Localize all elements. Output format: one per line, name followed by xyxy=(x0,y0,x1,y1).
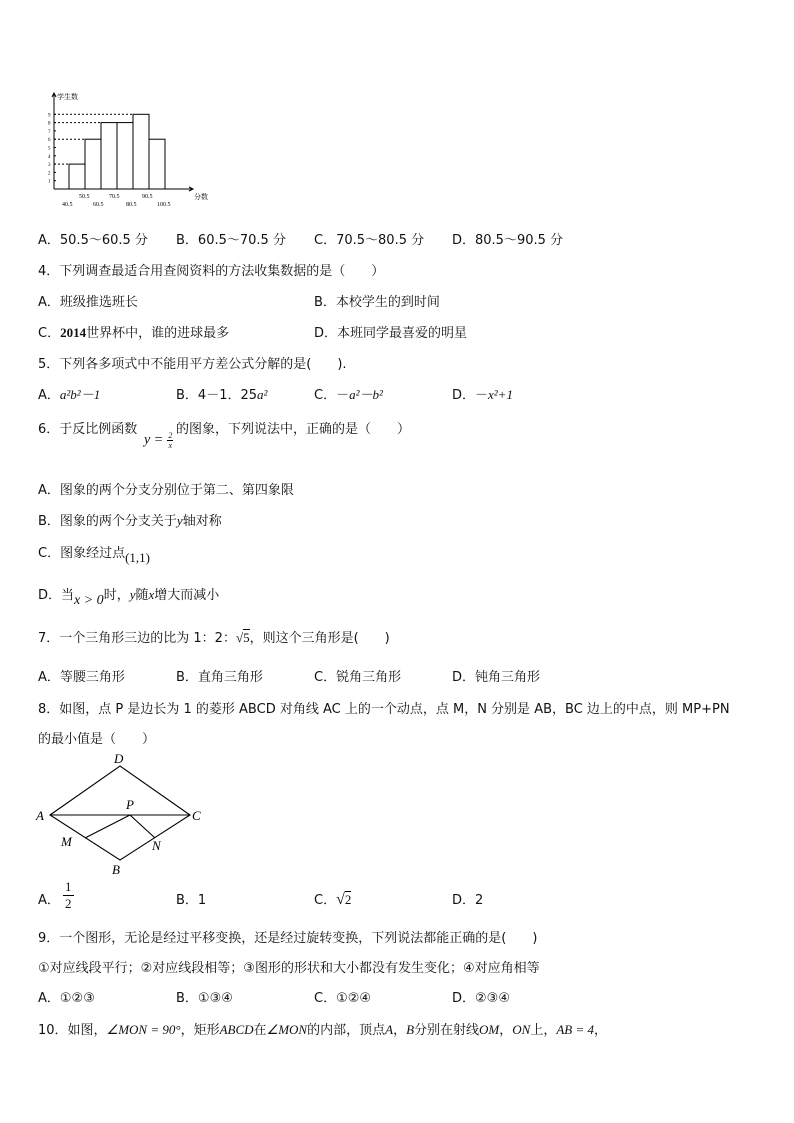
q6-option-b-pre: B．图象的两个分支关于 xyxy=(38,514,177,529)
q6-formula-fraction xyxy=(167,431,173,450)
q6-option-d-y: y xyxy=(129,587,136,602)
q6-stem-post: 的图象，下列说法中，正确的是（ ） xyxy=(176,422,411,437)
q5-option-b xyxy=(176,384,267,403)
q6-stem-pre: 6．于反比例函数 xyxy=(38,422,138,437)
q9-stem: 9．一个图形，无论是经过平移变换，还是经过旋转变换，下列说法都能正确的是( ) xyxy=(38,931,538,946)
q8-stem-line1: 8．如图，点 P 是边长为 1 的菱形 ABCD 对角线 AC 上的一个动点，点 M，N 分别是 AB，BC 边上的中点，则 MP+PN xyxy=(38,702,730,717)
q10-vertex-a: A xyxy=(385,1022,394,1037)
segment-pn xyxy=(130,815,155,838)
histogram-y-tick: 2 xyxy=(48,171,51,177)
q7-stem xyxy=(38,627,390,646)
histogram-x-tick: 70.5 xyxy=(109,194,120,200)
q10-ray-om: OM xyxy=(479,1022,500,1037)
q10-part: ， xyxy=(499,1023,513,1038)
q5-option-a xyxy=(38,384,100,403)
q4-option-b: B．本校学生的到时间 xyxy=(314,295,440,310)
label-p: P xyxy=(126,797,134,812)
histogram-y-tick: 1 xyxy=(48,179,51,185)
sqrt-icon: √ xyxy=(235,630,244,645)
histogram-x-tick: 90.5 xyxy=(142,194,153,200)
q5-option-d-label: D．－ xyxy=(452,388,489,403)
q6-option-c-point: (1,1) xyxy=(125,550,150,565)
q8-option-d: D．2 xyxy=(452,893,484,908)
histogram-y-tick: 8 xyxy=(48,121,51,127)
q8-option-c-label: C． xyxy=(314,893,337,908)
histogram-x-tick: 60.5 xyxy=(93,202,104,208)
q6-option-d-mid: 时， xyxy=(103,588,130,603)
q4-option-c-text: 世界杯中，谁的进球最多 xyxy=(86,326,230,341)
q8-option-a xyxy=(38,889,60,908)
q10-stem xyxy=(38,1019,607,1038)
q6-formula-y: y = xyxy=(144,432,164,448)
q5-option-b-expr: a² xyxy=(257,387,268,402)
q6-formula xyxy=(144,431,173,450)
q4-option-a: A．班级推选班长 xyxy=(38,295,138,310)
histogram-x-tick: 80.5 xyxy=(126,202,137,208)
histogram-x-tick: 100.5 xyxy=(157,202,171,208)
q5-stem: 5．下列各多项式中不能用平方差公式分解的是( ). xyxy=(38,357,347,372)
q7-option-c: C．锐角三角形 xyxy=(314,670,402,685)
q6-option-b-var: y xyxy=(176,513,183,528)
q9-option-a: A．①②③ xyxy=(38,991,95,1006)
q10-part: ， xyxy=(393,1023,407,1038)
histogram-chart xyxy=(40,88,210,210)
q10-rect: ABCD xyxy=(219,1022,254,1037)
q5-option-c-label: C．－ xyxy=(314,388,350,403)
q4-option-c-label: C． xyxy=(38,326,61,341)
label-b: B xyxy=(112,862,120,877)
histogram-bar xyxy=(149,139,165,189)
q5-option-c-expr: a²－b² xyxy=(349,387,383,402)
histogram-x-tick: 40.5 xyxy=(62,202,73,208)
histogram-y-tick: 6 xyxy=(48,138,51,144)
q8-option-a-label: A． xyxy=(38,893,60,908)
q7-option-d: D．钝角三角形 xyxy=(452,670,541,685)
q10-angle2: ∠MON xyxy=(266,1022,308,1037)
q5-option-b-label: B．4－1．25 xyxy=(176,388,258,403)
q8-option-a-num: 1 xyxy=(65,879,72,894)
q3-option-c: C．70.5～80.5 分 xyxy=(314,233,425,248)
q10-part: 在 xyxy=(253,1023,267,1038)
q10-part: ，矩形 xyxy=(180,1023,220,1038)
histogram-y-tick: 3 xyxy=(48,163,51,169)
q4-option-d: D．本班同学最喜爱的明星 xyxy=(314,326,468,341)
q6-option-b-post: 轴对称 xyxy=(182,514,222,529)
q6-option-d xyxy=(38,584,220,608)
q6-option-c xyxy=(38,542,150,565)
q7-option-a: A．等腰三角形 xyxy=(38,670,125,685)
q8-option-a-fraction xyxy=(63,879,74,912)
rhombus-figure xyxy=(30,750,220,880)
q10-ab: AB = 4 xyxy=(556,1022,595,1037)
q6-formula-den: x xyxy=(168,441,173,450)
histogram-y-tick: 5 xyxy=(48,146,51,152)
q10-angle: ∠MON = 90° xyxy=(106,1022,181,1037)
q5-option-d xyxy=(452,384,513,403)
q10-part: 的内部，顶点 xyxy=(307,1023,386,1038)
q8-option-a-den: 2 xyxy=(65,896,72,911)
q5-option-d-expr: x²+1 xyxy=(488,387,513,402)
q3-option-b: B．60.5～70.5 分 xyxy=(176,233,286,248)
q4-stem: 4．下列调查最适合用查阅资料的方法收集数据的是（ ） xyxy=(38,264,385,279)
q10-part: ， xyxy=(594,1023,608,1038)
q6-option-d-post: 增大而减小 xyxy=(154,588,220,603)
q9-option-c: C．①②④ xyxy=(314,991,372,1006)
q9-option-d: D．②③④ xyxy=(452,991,510,1006)
q6-formula-num: 2 xyxy=(168,431,173,440)
q7-stem-post: ，则这个三角形是( ) xyxy=(249,631,390,646)
q6-option-c-pre: C．图象经过点 xyxy=(38,546,126,561)
histogram-y-tick: 9 xyxy=(48,113,51,119)
q7-option-b: B．直角三角形 xyxy=(176,670,263,685)
histogram-bar xyxy=(69,164,85,189)
q6-option-a: A．图象的两个分支分别位于第二、第四象限 xyxy=(38,483,294,498)
histogram-bar xyxy=(101,123,117,189)
q3-option-d: D．80.5～90.5 分 xyxy=(452,233,564,248)
histogram-x-tick: 50.5 xyxy=(79,194,90,200)
q7-stem-root: 5 xyxy=(243,630,250,645)
q4-option-c xyxy=(38,322,229,341)
label-c: C xyxy=(192,808,201,823)
histogram-bar xyxy=(85,139,101,189)
label-d: D xyxy=(114,751,124,766)
q6-option-d-x: x xyxy=(148,587,155,602)
q10-vertex-b: B xyxy=(406,1022,415,1037)
q8-option-c-root: 2 xyxy=(344,892,352,907)
q10-part: 10．如图， xyxy=(38,1023,107,1038)
q10-part: 分别在射线 xyxy=(414,1023,480,1038)
histogram-bar xyxy=(133,114,149,189)
q8-option-c xyxy=(314,889,351,909)
q5-option-c xyxy=(314,384,383,403)
histogram-y-tick: 7 xyxy=(48,129,51,135)
q5-option-a-label: A． xyxy=(38,388,60,403)
q4-option-c-year: 2014 xyxy=(60,325,87,340)
histogram-bar xyxy=(117,123,133,189)
q5-option-a-expr: a²b²－1 xyxy=(59,387,101,402)
q7-stem-pre: 7．一个三角形三边的比为 1：2： xyxy=(38,631,236,646)
histogram-x-label: 分数 xyxy=(194,193,208,201)
q6-option-d-pre: D．当 xyxy=(38,588,75,603)
histogram-y-tick: 4 xyxy=(48,154,51,160)
q8-option-b: B．1 xyxy=(176,893,207,908)
q8-stem-line2: 的最小值是（ ） xyxy=(38,732,156,747)
q6-option-d-cond: x > 0 xyxy=(74,593,104,608)
segment-mp xyxy=(85,815,130,838)
label-m: M xyxy=(61,834,72,849)
label-n: N xyxy=(152,838,161,853)
q9-statements: ①对应线段平行；②对应线段相等；③图形的形状和大小都没有发生变化；④对应角相等 xyxy=(38,961,540,976)
q10-part: 上， xyxy=(530,1023,557,1038)
q6-option-b xyxy=(38,510,222,529)
q9-option-b: B．①③④ xyxy=(176,991,233,1006)
q10-ray-on: ON xyxy=(512,1022,531,1037)
sqrt-icon: √ xyxy=(336,891,345,908)
label-a: A xyxy=(36,808,44,823)
histogram-y-label: 学生数 xyxy=(57,93,78,101)
q6-option-d-mid2: 随 xyxy=(135,588,149,603)
q3-option-a: A．50.5～60.5 分 xyxy=(38,233,148,248)
